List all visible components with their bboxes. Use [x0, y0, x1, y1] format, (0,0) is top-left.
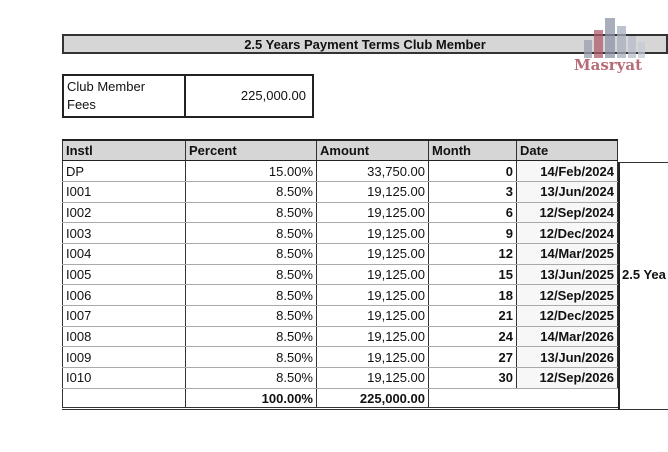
total-percent: 100.00% — [186, 388, 317, 409]
cell-amount: 19,125.00 — [317, 223, 429, 244]
col-header-date: Date — [517, 140, 618, 161]
cell-percent: 8.50% — [186, 285, 317, 306]
total-amount: 225,000.00 — [317, 388, 429, 409]
table-row — [63, 202, 618, 223]
cell-percent: 8.50% — [186, 181, 317, 202]
cell-date: 14/Feb/2024 — [517, 161, 618, 182]
table-row — [63, 223, 618, 244]
cell-date: 13/Jun/2025 — [517, 264, 618, 285]
building-icon — [584, 18, 645, 58]
cell-percent: 8.50% — [186, 223, 317, 244]
table-row — [63, 161, 618, 182]
payment-schedule-table — [62, 139, 618, 410]
cell-percent: 8.50% — [186, 347, 317, 368]
table-row — [63, 368, 618, 389]
col-header-month: Month — [429, 140, 517, 161]
cell-month: 30 — [429, 368, 517, 389]
cell-date: 13/Jun/2024 — [517, 181, 618, 202]
fees-label-line2: Fees — [67, 97, 96, 112]
cell-date: 12/Dec/2025 — [517, 306, 618, 327]
cell-amount: 19,125.00 — [317, 285, 429, 306]
cell-percent: 8.50% — [186, 368, 317, 389]
cell-month: 24 — [429, 326, 517, 347]
cell-percent: 8.50% — [186, 326, 317, 347]
cell-date: 12/Sep/2025 — [517, 285, 618, 306]
cell-amount: 19,125.00 — [317, 202, 429, 223]
masryat-logo — [572, 12, 664, 74]
cell-instl: I007 — [63, 306, 186, 327]
cell-instl: I009 — [63, 347, 186, 368]
table-row — [63, 347, 618, 368]
cell-amount: 19,125.00 — [317, 368, 429, 389]
watermark-text: Masryat — [574, 56, 643, 74]
col-header-amount: Amount — [317, 140, 429, 161]
table-row — [63, 306, 618, 327]
cell-amount: 33,750.00 — [317, 161, 429, 182]
cell-percent: 8.50% — [186, 202, 317, 223]
col-header-instl: Instl — [63, 140, 186, 161]
cell-amount: 19,125.00 — [317, 347, 429, 368]
cell-amount: 19,125.00 — [317, 326, 429, 347]
cell-date: 14/Mar/2026 — [517, 326, 618, 347]
cell-percent: 8.50% — [186, 264, 317, 285]
cell-percent: 15.00% — [186, 161, 317, 182]
cell-instl: I008 — [63, 326, 186, 347]
cell-date: 12/Dec/2024 — [517, 223, 618, 244]
cell-amount: 19,125.00 — [317, 181, 429, 202]
cell-amount: 19,125.00 — [317, 264, 429, 285]
cell-instl: I005 — [63, 264, 186, 285]
cell-month: 6 — [429, 202, 517, 223]
fees-label — [64, 76, 186, 116]
cell-amount: 19,125.00 — [317, 306, 429, 327]
total-row — [63, 388, 618, 409]
cell-month: 12 — [429, 243, 517, 264]
col-header-percent: Percent — [186, 140, 317, 161]
cell-instl: I006 — [63, 285, 186, 306]
table-row — [63, 181, 618, 202]
cell-amount: 19,125.00 — [317, 243, 429, 264]
cell-date: 12/Sep/2024 — [517, 202, 618, 223]
table-row — [63, 285, 618, 306]
cell-month: 3 — [429, 181, 517, 202]
cell-date: 13/Jun/2026 — [517, 347, 618, 368]
term-side-label: 2.5 Yea — [622, 267, 666, 282]
table-header-row — [63, 140, 618, 161]
table-row — [63, 243, 618, 264]
cell-month: 27 — [429, 347, 517, 368]
cell-date: 14/Mar/2025 — [517, 243, 618, 264]
cell-month: 21 — [429, 306, 517, 327]
cell-instl: I002 — [63, 202, 186, 223]
cell-instl: DP — [63, 161, 186, 182]
page-title: 2.5 Years Payment Terms Club Member — [62, 34, 668, 54]
cell-instl: I010 — [63, 368, 186, 389]
cell-instl: I003 — [63, 223, 186, 244]
cell-month: 0 — [429, 161, 517, 182]
cell-month: 18 — [429, 285, 517, 306]
cell-month: 15 — [429, 264, 517, 285]
cell-percent: 8.50% — [186, 243, 317, 264]
cell-total-blank — [429, 388, 517, 409]
cell-instl: I004 — [63, 243, 186, 264]
cell-date: 12/Sep/2026 — [517, 368, 618, 389]
table-row — [63, 264, 618, 285]
cell-month: 9 — [429, 223, 517, 244]
club-member-fees — [62, 74, 314, 118]
cell-percent: 8.50% — [186, 306, 317, 327]
fees-label-line1: Club Member — [67, 79, 146, 94]
fees-value: 225,000.00 — [240, 88, 306, 103]
cell-total-blank — [517, 388, 618, 409]
table-row — [63, 326, 618, 347]
cell-instl: I001 — [63, 181, 186, 202]
cell-total-blank — [63, 388, 186, 409]
term-side-box — [618, 162, 668, 410]
